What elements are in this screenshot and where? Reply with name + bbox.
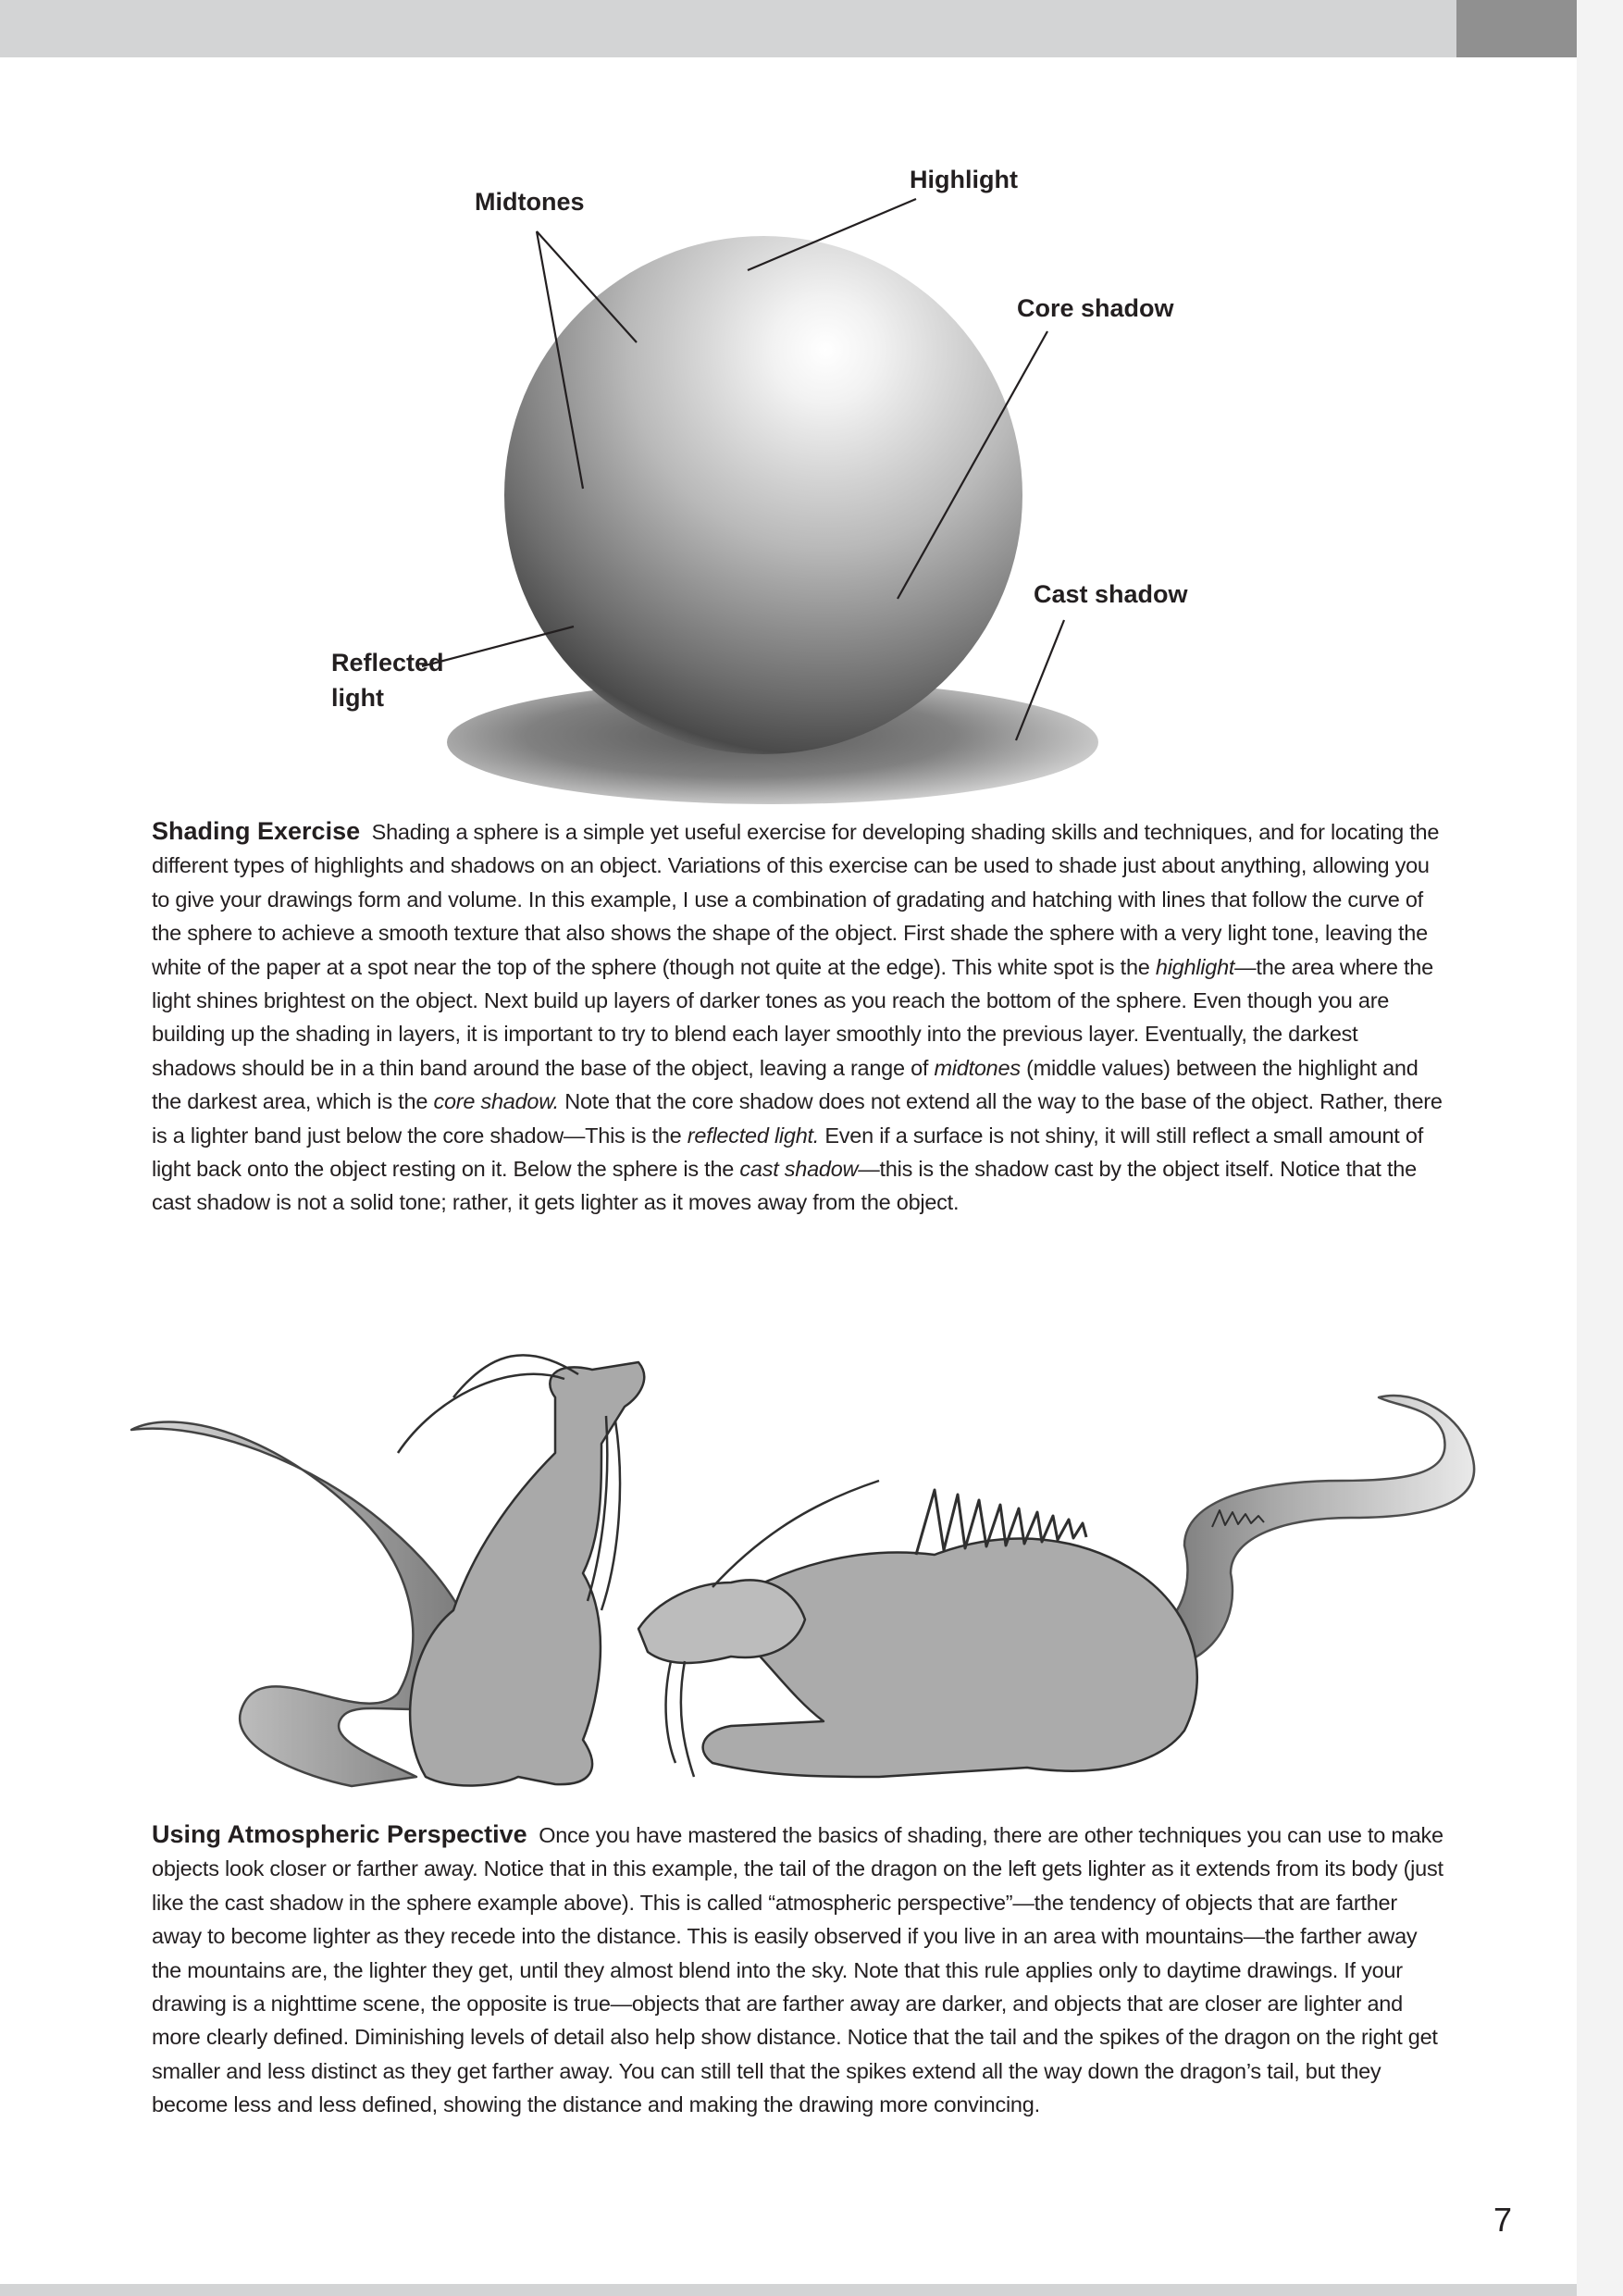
right-dragon [638, 1396, 1474, 1777]
header-bar [0, 0, 1456, 57]
dragons-illustration [120, 1342, 1490, 1823]
sphere-shape [504, 236, 1022, 754]
page-number: 7 [1493, 2201, 1513, 2239]
label-reflected-light-line1: Reflected [331, 649, 444, 676]
atmospheric-perspective-heading: Using Atmospheric Perspective [152, 1820, 527, 1848]
atmospheric-perspective-paragraph [152, 1818, 1443, 2122]
label-core-shadow: Core shadow [1017, 294, 1174, 322]
shading-exercise-paragraph: Shading Exercise Shading a sphere is a simple yet useful exercise for developing shading skills and techniques, and for locating the different types of highlights and shadows on an object. Variations of this exercise can be used to shade just about anything, allowing you to give your drawings form and volume. In this example, I use a combination of gradating and hatching with lines that follow the curve of the sphere to achieve a smooth texture that also shows the shape of the object. First shade the sphere with a very light tone, leaving the white of the paper at a spot near the top of the sphere (though not quite at the edge). This white spot is the highlight—the area where the light shines brightest on the object. Next build up layers of darker tones as you reach the bottom of the sphere. Even though you are building up the shading in layers, it is important to try to blend each layer smoothly into the previous layer. Eventually, the darkest shadows should be in a thin band around the base of the object, leaving a range of midtones (middle values) between the highlight and the darkest area, which is the core shadow. Note that the core shadow does not extend all the way to the base of the object. Rather, there is a lighter band just below the core shadow—This is the reflected light. Even if a surface is not shiny, it will still reflect a small amount of light back onto the object resting on it. Below the sphere is the cast shadow—this is the shadow cast by the object itself. Notice that the cast shadow is not a solid tone; rather, it gets lighter as it moves away from the object. [152, 817, 1443, 1215]
label-highlight: Highlight [910, 166, 1018, 193]
sphere-illustration [305, 148, 1231, 814]
label-midtones: Midtones [475, 188, 585, 216]
label-reflected-light-line2: light [331, 684, 384, 712]
footer-bar [0, 2284, 1577, 2296]
shading-exercise-heading: Shading Exercise [152, 817, 361, 845]
left-dragon [131, 1355, 644, 1786]
atmospheric-perspective-body: Once you have mastered the basics of shading, there are other techniques you can use to make objects look closer or farther away. Notice that in this example, the tail of the dragon on the left gets lighter as it extends from its body (just like the cast shadow in the sphere example above). This is called “atmospheric perspective”—the tendency of objects that are farther away to become lighter as they recede into the distance. This is easily observed if you live in an area with mountains—the farther away the mountains are, the lighter they get, until they almost blend into the sky. Note that this rule applies only to daytime drawings. If your drawing is a nighttime scene, the opposite is true—objects that are farther away are darker, and objects that are closer are lighter and more clearly defined. Diminishing levels of detail also help show distance. Notice that the tail and the spikes of the dragon on the right get smaller and less distinct as they get farther away. You can still tell that the spikes extend all the way down the dragon’s tail, but they become less and less defined, showing the distance and making the drawing more convincing. [152, 1823, 1443, 2117]
header-tab [1456, 0, 1577, 57]
page-margin-strip [1577, 0, 1623, 2296]
label-cast-shadow: Cast shadow [1034, 580, 1188, 608]
